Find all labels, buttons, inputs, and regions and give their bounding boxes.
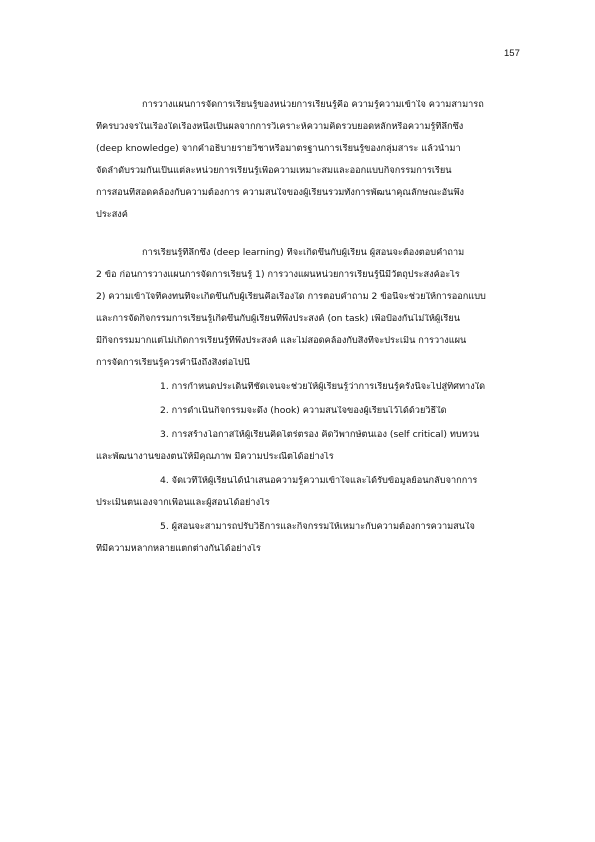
paragraph-line: 2 ข้อ ก่อนการวางแผนการจัดการเรียนรู้ 1) การวางแผนหน่วยการเรียนรู้นี้มีวัตถุประสงค์อะไร <box>96 270 460 280</box>
paragraph-line: ประสงค์ <box>96 210 128 220</box>
paragraph-line: การเรียนรู้ที่ลึกซึ้ง (deep learning) ที่จะเกิดขึ้นกับผู้เรียน ผู้สอนจะต้องตอบคำถาม <box>142 248 465 258</box>
paragraph-line: จัดลำดับรวมกันเป็นแต่ละหน่วยการเรียนรู้เพื่อความเหมาะสมและออกแบบกิจกรรมการเรียน <box>96 166 452 176</box>
paragraph-line: และการจัดกิจกรรมการเรียนรู้เกิดขึ้นกับผู้เรียนที่พึงประสงค์ (on task) เพื่อป้องกันไม่ให้ผู้เรียน <box>96 314 460 324</box>
paragraph-line: การวางแผนการจัดการเรียนรู้ของหน่วยการเรียนรู้คือ ความรู้ความเข้าใจ ความสามารถ <box>142 100 484 110</box>
paragraph-line: การสอนที่สอดคล้องกับความต้องการ ความสนใจของผู้เรียนรวมทั้งการพัฒนาคุณลักษณะอันพึง <box>96 188 464 198</box>
paragraph-line: 2) ความเข้าใจที่คงทนที่จะเกิดขึ้นกับผู้เรียนคือเรื่องใด การตอบคำถาม 2 ข้อนี้จะช่วยให้การออกแบบ <box>96 292 486 302</box>
list-item: 5. ผู้สอนจะสามารถปรับวิธีการและกิจกรรมให้เหมาะกับความต้องการความสนใจ <box>160 522 475 532</box>
paragraph-line: (deep knowledge) จากคำอธิบายรายวิชาหรือมาตรฐานการเรียนรู้ของกลุ่มสาระ แล้วนำมา <box>96 144 461 154</box>
list-item: 1. การกำหนดประเด็นที่ชัดเจนจะช่วยให้ผู้เรียนรู้ว่าการเรียนรู้ครั้งนี้จะไปสู่ทิศทางใด <box>160 382 486 392</box>
paragraph-line: ที่ครบวงจรในเรื่องใดเรื่องหนึ่งเป็นผลจากการวิเคราะห์ความคิดรวบยอดหลักหรือความรู้ที่ลึกซึ้ง <box>96 122 464 132</box>
paragraph-line: มีกิจกรรมมากแต่ไม่เกิดการเรียนรู้ที่พึงประสงค์ และไม่สอดคล้องกับสิ่งที่จะประเมิน การวางแผน <box>96 336 467 346</box>
list-item: 3. การสร้างโอกาสให้ผู้เรียนคิดไตร่ตรอง คิดวิพากษ์ตนเอง (self critical) ทบทวน <box>160 430 480 440</box>
list-item-continuation: ประเมินตนเองจากเพื่อนและผู้สอนได้อย่างไร <box>96 498 270 508</box>
list-item: 2. การดำเนินกิจกรรมจะดึง (hook) ความสนใจของผู้เรียนไว้ได้ด้วยวิธีใด <box>160 406 447 416</box>
page-number: 157 <box>504 48 520 59</box>
paragraph-line: การจัดการเรียนรู้ควรคำนึงถึงสิ่งต่อไปนี้ <box>96 358 251 368</box>
list-item: 4. จัดเวทีให้ผู้เรียนได้นำเสนอความรู้ความเข้าใจและได้รับข้อมูลย้อนกลับจากการ <box>160 476 478 486</box>
list-item-continuation: และพัฒนางานของตนให้มีคุณภาพ มีความประณีตได้อย่างไร <box>96 452 334 462</box>
list-item-continuation: ที่มีความหลากหลายแตกต่างกันได้อย่างไร <box>96 544 261 554</box>
